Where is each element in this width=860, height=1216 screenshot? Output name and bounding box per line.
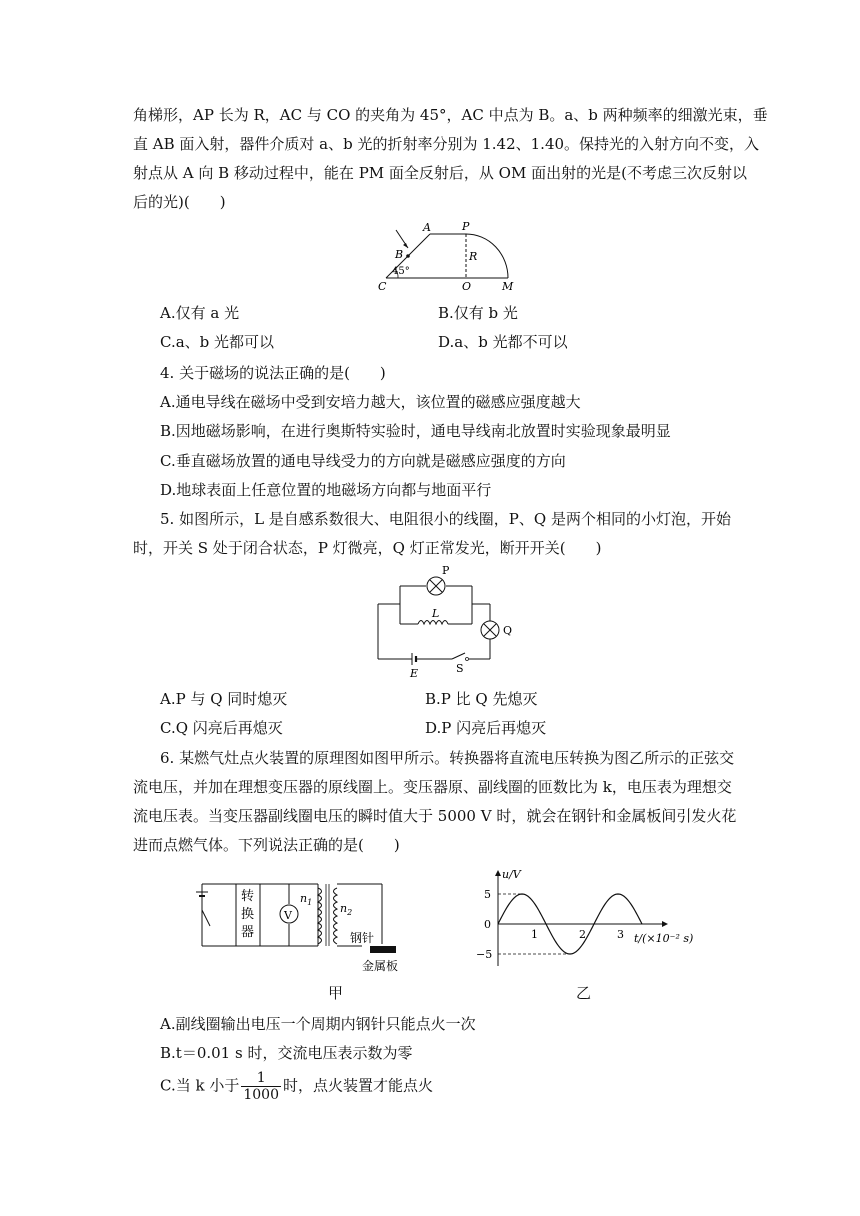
q6-option-c-fraction: [241, 1070, 281, 1103]
q6-option-a: A.副线圈输出电压一个周期内钢针只能点火一次: [160, 1015, 476, 1033]
q3-option-c: C.a、b 光都可以: [160, 333, 275, 351]
q6-converter-label-1: 转: [241, 889, 255, 904]
q3-stem-line-3: 射点从 A 向 B 移动过程中，能在 PM 面全反射后，从 OM 面出射的光是(不考虑三次反射以: [133, 164, 747, 182]
q6-option-c-prefix: C.当 k 小于: [160, 1076, 240, 1095]
q6-voltmeter-label: V: [284, 909, 292, 922]
q3-option-d: D.a、b 光都不可以: [438, 333, 568, 351]
q6-n1-label: $n_1$: [300, 892, 313, 907]
q6-plate-label: 金属板: [362, 959, 399, 973]
q3-label-m: M: [502, 280, 514, 293]
q3-stem-line-2: 直 AB 面入射，器件介质对 a、b 光的折射率分别为 1.42、1.40。保持光的入射方向不变，入: [133, 135, 760, 153]
q6-option-c: [160, 1070, 433, 1103]
q5-option-d: D.P 闪亮后再熄灭: [425, 719, 547, 737]
q6-needle-label: 钢针: [350, 931, 375, 945]
q5-option-c: C.Q 闪亮后再熄灭: [160, 719, 283, 737]
q3-stem-line-1: 角梯形，AP 长为 R，AC 与 CO 的夹角为 45°，AC 中点为 B。a、b 两种频率的细激光束，垂: [133, 106, 768, 124]
q6-ytick-5: 5: [484, 888, 491, 901]
q3-optics-figure: [368, 218, 528, 296]
q6-stem-line-3: 流电压表。当变压器副线圈电压的瞬时值大于 5000 V 时，就会在钢针和金属板间引发火花: [133, 807, 737, 825]
q3-label-r: R: [469, 250, 478, 263]
q5-stem-line-2: 时，开关 S 处于闭合状态，P 灯微亮，Q 灯正常发光，断开开关( ): [133, 539, 602, 557]
q6-n2-label: $n_2$: [340, 902, 353, 917]
q3-label-o: O: [462, 280, 472, 293]
q6-ytick-neg5: −5: [476, 948, 493, 961]
q3-stem-line-4: 后的光)( ): [133, 193, 226, 211]
q6-xtick-3: 3: [617, 928, 624, 941]
q5-label-p: P: [442, 564, 450, 577]
q3-option-b: B.仅有 b 光: [438, 304, 518, 322]
fraction-numerator: 1: [241, 1070, 281, 1087]
q6-stem-line-2: 流电压，并加在理想变压器的原线圈上。变压器原、副线圈的匝数比为 k，电压表为理想交: [133, 778, 732, 796]
q6-option-c-suffix: 时，点火装置才能点火: [282, 1076, 433, 1095]
q3-label-angle: 45°: [392, 266, 410, 277]
q5-stem-line-1: 5. 如图所示，L 是自感系数很大、电阻很小的线圈，P、Q 是两个相同的小灯泡，开始: [160, 510, 731, 528]
q3-label-p: P: [462, 220, 470, 233]
q3-label-c: C: [378, 280, 387, 293]
q5-option-b: B.P 比 Q 先熄灭: [425, 690, 538, 708]
q6-ytick-0: 0: [484, 918, 491, 931]
q6-converter-label-3: 器: [241, 925, 255, 940]
q5-label-l: L: [432, 607, 440, 620]
q4-option-b: B.因地磁场影响，在进行奥斯特实验时，通电导线南北放置时实验现象最明显: [160, 422, 671, 440]
q3-label-b: B: [395, 248, 404, 261]
q5-circuit-figure: [370, 564, 513, 680]
q6-ignition-circuit: [192, 866, 412, 976]
q6-xtick-1: 1: [531, 928, 538, 941]
q3-option-a: A.仅有 a 光: [160, 304, 240, 322]
q6-xlabel: t/(×10⁻² s): [634, 932, 694, 945]
q6-xtick-2: 2: [579, 928, 586, 941]
q6-ylabel: u/V: [502, 868, 521, 881]
q6-converter-label-2: 换: [241, 907, 255, 922]
q5-option-a: A.P 与 Q 同时熄灭: [160, 690, 288, 708]
q6-caption-right: 乙: [576, 984, 592, 1002]
q4-option-c: C.垂直磁场放置的通电导线受力的方向就是磁感应强度的方向: [160, 452, 566, 470]
q5-label-s: S: [456, 662, 464, 675]
q6-stem-line-1: 6. 某燃气灶点火装置的原理图如图甲所示。转换器将直流电压转换为图乙所示的正弦交: [160, 749, 735, 767]
q4-option-d: D.地球表面上任意位置的地磁场方向都与地面平行: [160, 481, 492, 499]
q4-option-a: A.通电导线在磁场中受到安培力越大，该位置的磁感应强度越大: [160, 393, 581, 411]
q6-stem-line-4: 进而点燃气体。下列说法正确的是( ): [133, 836, 400, 854]
q6-option-b: B.t＝0.01 s 时，交流电压表示数为零: [160, 1044, 413, 1062]
q6-voltage-graph: [462, 866, 722, 974]
q5-label-q: Q: [503, 624, 513, 637]
q5-label-e: E: [410, 667, 419, 680]
q4-stem: 4. 关于磁场的说法正确的是( ): [160, 364, 386, 382]
q3-label-a: A: [423, 221, 431, 234]
q6-caption-left: 甲: [328, 984, 344, 1002]
fraction-denominator: 1000: [243, 1087, 279, 1103]
